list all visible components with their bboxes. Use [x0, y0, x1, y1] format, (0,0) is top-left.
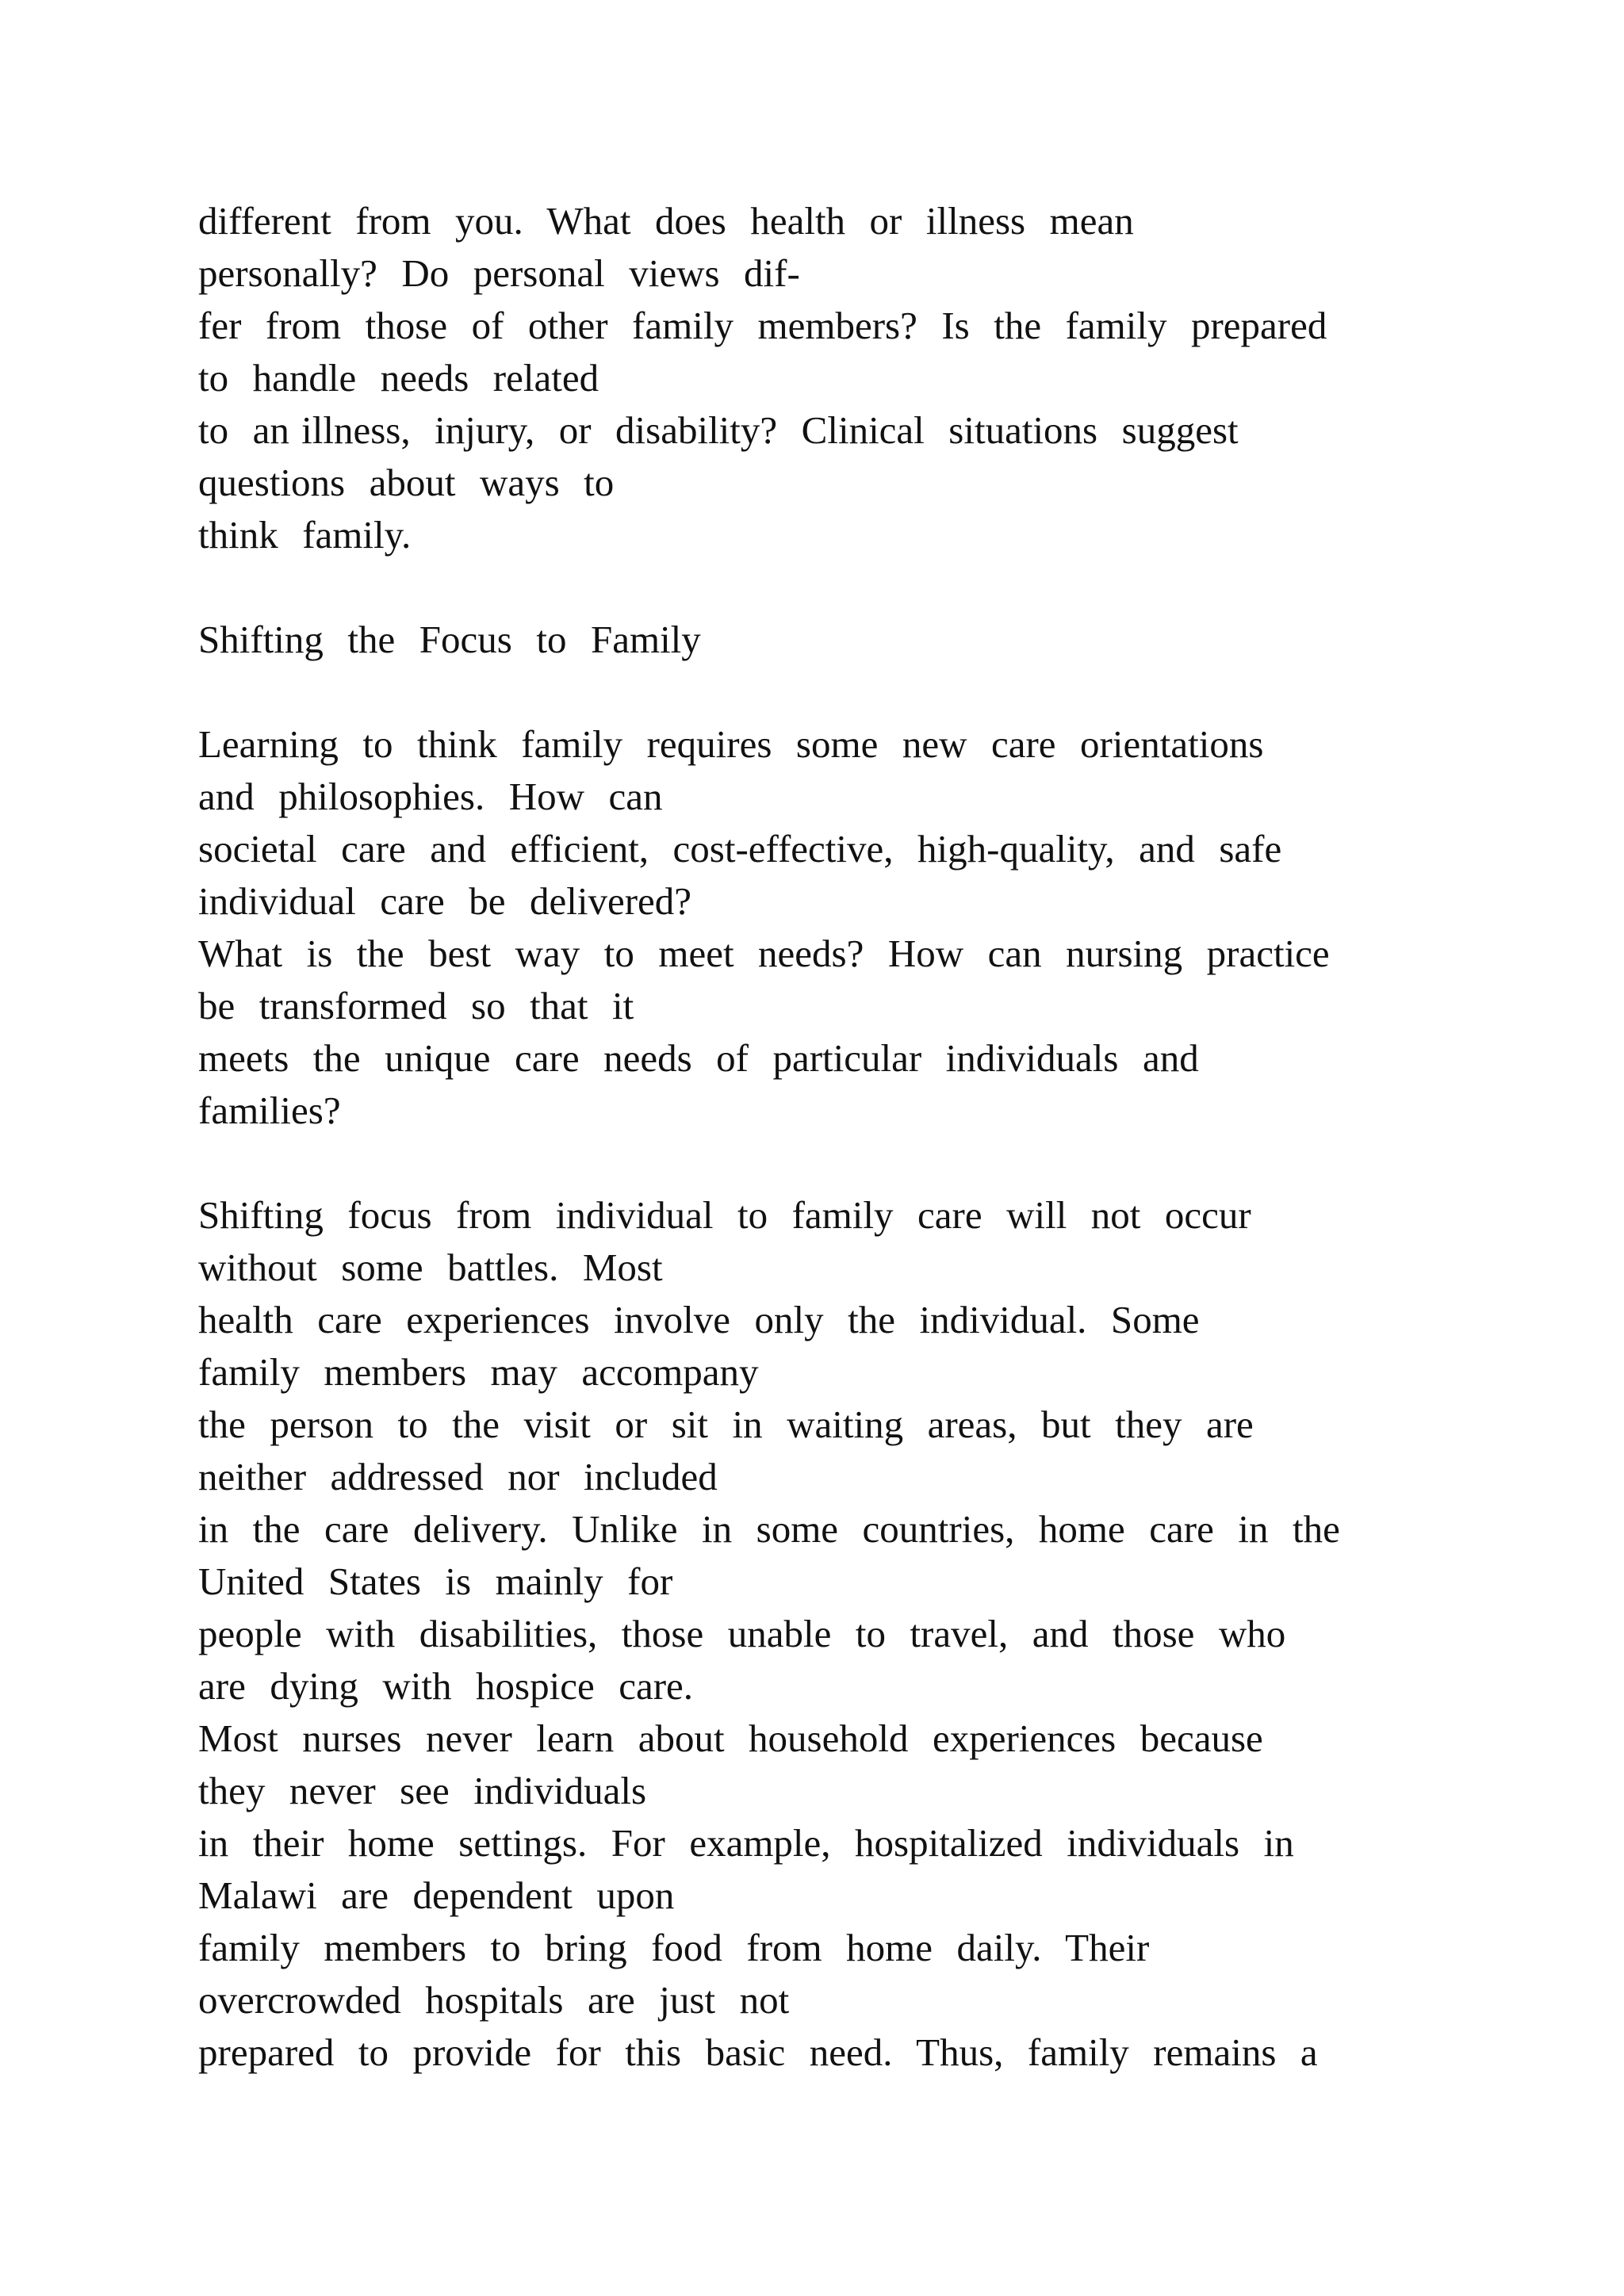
- text-line: meets the unique care needs of particular individuals and: [198, 1036, 1199, 1080]
- text-line: to an illness, injury, or disability? Clinical situations suggest: [198, 408, 1239, 452]
- text-line: and philosophies. How can: [198, 775, 663, 818]
- text-line: What is the best way to meet needs? How can nursing practice: [198, 932, 1330, 975]
- text-line: families?: [198, 1089, 341, 1132]
- text-line: individual care be delivered?: [198, 879, 692, 923]
- text-line: family members to bring food from home daily. Their: [198, 1926, 1150, 1969]
- text-line: personally? Do personal views dif-: [198, 251, 800, 295]
- text-line: fer from those of other family members? Is the family prepared: [198, 304, 1327, 347]
- blank-line: [198, 561, 1515, 614]
- section-heading: Shifting the Focus to Family: [198, 618, 701, 661]
- text-line: Shifting focus from individual to family care will not occur: [198, 1193, 1251, 1237]
- text-line: people with disabilities, those unable to travel, and those who: [198, 1612, 1286, 1655]
- text-line: they never see individuals: [198, 1769, 647, 1812]
- text-line: the person to the visit or sit in waiting areas, but they are: [198, 1402, 1254, 1446]
- text-line: Malawi are dependent upon: [198, 1873, 675, 1917]
- text-line: societal care and efficient, cost-effective, high-quality, and safe: [198, 827, 1282, 871]
- text-line: United States is mainly for: [198, 1559, 673, 1603]
- text-line: in their home settings. For example, hospitalized individuals in: [198, 1821, 1294, 1865]
- text-line: be transformed so that it: [198, 984, 634, 1027]
- text-line: to handle needs related: [198, 356, 599, 400]
- text-line: without some battles. Most: [198, 1246, 663, 1289]
- text-line: are dying with hospice care.: [198, 1664, 694, 1708]
- text-line: questions about ways to: [198, 461, 615, 504]
- blank-line: [198, 1137, 1515, 1189]
- text-line: neither addressed nor included: [198, 1455, 718, 1498]
- text-line: family members may accompany: [198, 1350, 759, 1394]
- text-line: overcrowded hospitals are just not: [198, 1978, 790, 2022]
- text-line: think family.: [198, 513, 412, 557]
- blank-line: [198, 666, 1515, 718]
- text-line: prepared to provide for this basic need. Thus, family remains a: [198, 2030, 1318, 2074]
- text-line: health care experiences involve only the individual. Some: [198, 1298, 1200, 1341]
- text-line: different from you. What does health or illness mean: [198, 199, 1134, 243]
- text-line: Most nurses never learn about household experiences because: [198, 1716, 1263, 1760]
- text-line: in the care delivery. Unlike in some countries, home care in the: [198, 1507, 1340, 1551]
- text-line: Learning to think family requires some new care orientations: [198, 722, 1264, 766]
- body-text: [198, 195, 1515, 2079]
